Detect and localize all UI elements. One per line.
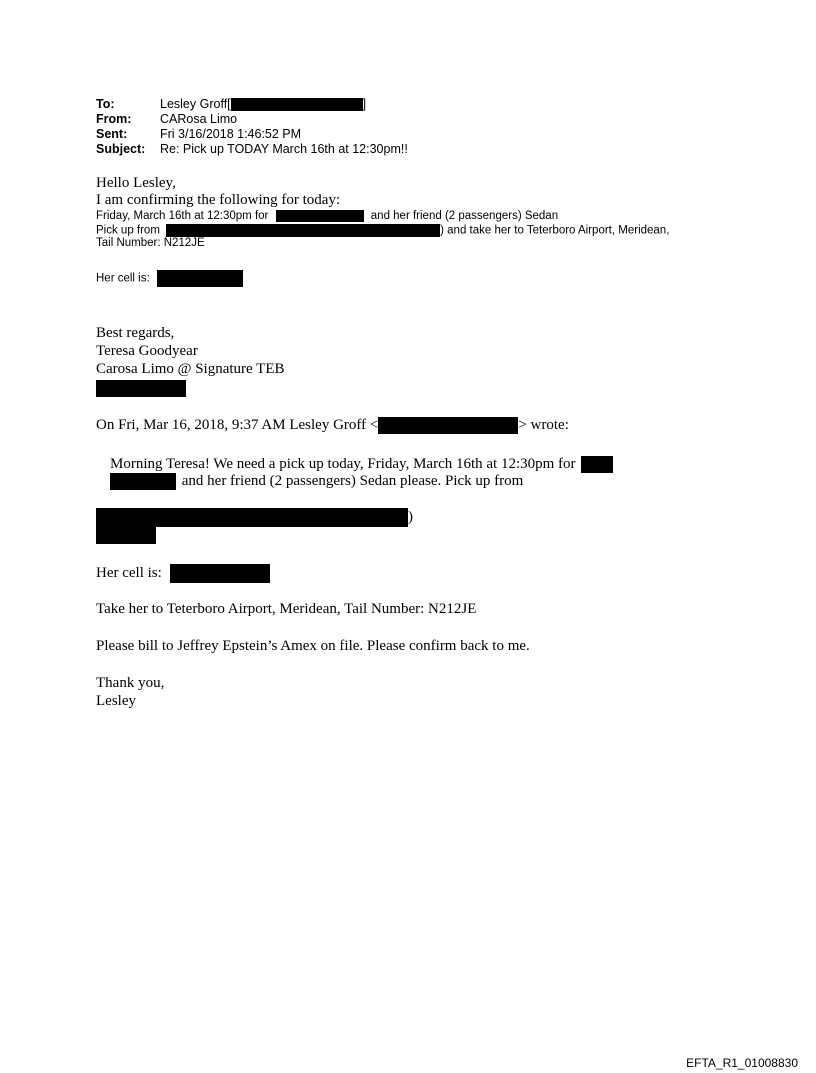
email-header <box>96 97 696 159</box>
reply-line-2-a: Pick up from <box>96 224 160 237</box>
sent-value: Fri 3/16/2018 1:46:52 PM <box>160 127 302 141</box>
redaction-bar <box>166 224 440 237</box>
quoted-para-1-a: Morning Teresa! We need a pick up today, Friday, March 16th at 12:30pm for <box>110 456 576 472</box>
redaction-bar <box>157 270 243 287</box>
redaction-bar <box>170 564 270 583</box>
redaction-bar <box>276 210 364 222</box>
redaction-bar <box>231 98 363 111</box>
quoted-para-1 <box>110 455 613 473</box>
subject-value: Re: Pick up TODAY March 16th at 12:30pm!! <box>160 142 408 156</box>
quoted-take: Take her to Teterboro Airport, Meridean, Tail Number: N212JE <box>96 601 477 617</box>
reply-line-2-b: ) and take her to Teterboro Airport, Meridean, <box>440 224 670 237</box>
quoted-attribution <box>96 416 569 434</box>
reply-intro <box>96 192 340 209</box>
quoted-address-close: ) <box>408 509 413 525</box>
to-close: ] <box>362 97 367 111</box>
subject-label: Subject: <box>96 142 146 156</box>
reply-sig-company: Carosa Limo @ Signature TEB <box>96 361 285 377</box>
quoted-bill: Please bill to Jeffrey Epstein’s Amex on file. Please confirm back to me. <box>96 638 530 654</box>
reply-cell-label: Her cell is: <box>96 272 150 285</box>
reply-line-1-a: Friday, March 16th at 12:30pm for <box>96 210 269 223</box>
reply-sig-name: Teresa Goodyear <box>96 343 198 359</box>
from-value: CARosa Limo <box>160 112 238 126</box>
redaction-bar <box>96 508 408 527</box>
quoted-para-1-b: and her friend (2 passengers) Sedan please. Pick up from <box>181 473 524 489</box>
redaction-bar <box>110 473 176 490</box>
redaction-bar <box>581 456 613 473</box>
reply-line-1-b: and her friend (2 passengers) Sedan <box>370 210 559 223</box>
quoted-address <box>96 508 413 527</box>
reply-line-3: Tail Number: N212JE <box>96 237 205 249</box>
reply-line-1 <box>96 210 558 223</box>
to-value <box>160 97 366 112</box>
to-name: Lesley Groff[ <box>160 97 231 111</box>
reply-closing: Best regards, <box>96 325 175 341</box>
document-id: EFTA_R1_01008830 <box>686 1056 798 1070</box>
quoted-attribution-a: On Fri, Mar 16, 2018, 9:37 AM Lesley Groff < <box>96 417 379 433</box>
redaction-bar <box>96 380 186 397</box>
redaction-bar <box>96 527 156 544</box>
redaction-bar <box>378 417 518 434</box>
to-label: To: <box>96 97 115 111</box>
reply-intro-text: I am confirming the following for today: <box>96 192 341 208</box>
quoted-para-1-cont <box>110 472 523 490</box>
reply-line-2 <box>96 224 669 238</box>
from-label: From: <box>96 112 132 126</box>
quoted-cell-label: Her cell is: <box>96 565 162 581</box>
quoted-cell <box>96 564 270 583</box>
reply-greeting: Hello Lesley, <box>96 175 176 191</box>
quoted-sign: Lesley <box>96 693 136 709</box>
sent-label: Sent: <box>96 127 128 141</box>
reply-cell <box>96 270 243 287</box>
quoted-thanks: Thank you, <box>96 675 165 691</box>
quoted-attribution-b: > wrote: <box>518 417 569 433</box>
